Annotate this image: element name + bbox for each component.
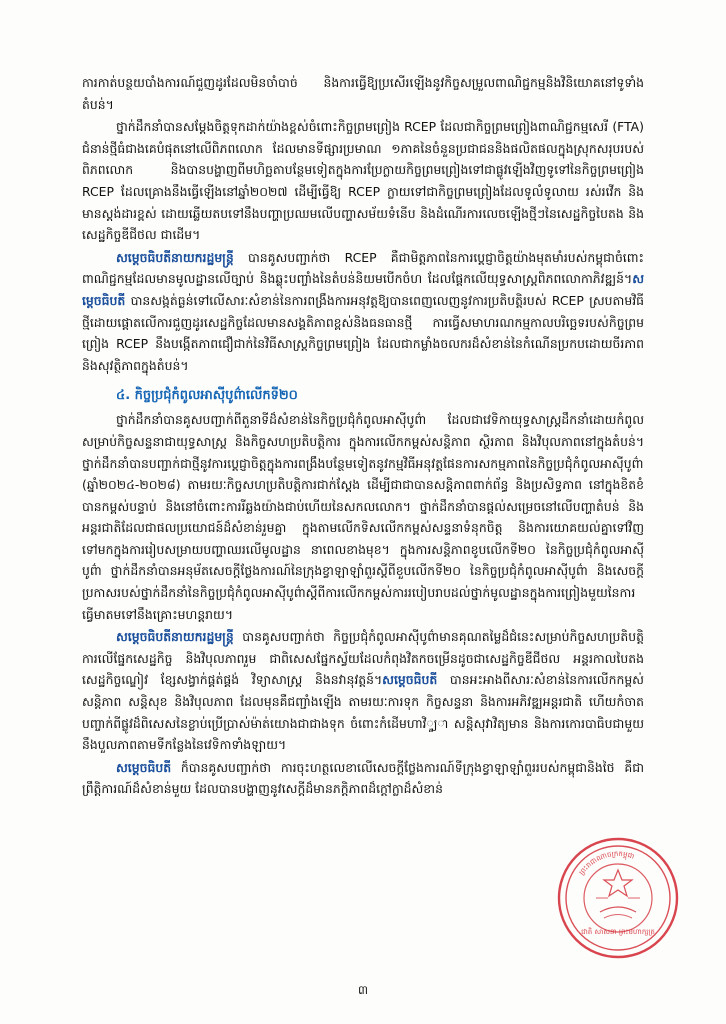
paragraph-with-lead	[82, 626, 644, 756]
paragraph: ថ្នាក់ដឹកនាំបានសម្តែងចិត្តទុកដាក់យ៉ាងខ្ពស់ចំពោះកិច្ចព្រមព្រៀង RCEP ដែលជាកិច្ចព្រមព្រៀងពាណិជ្ជកម្មសេរី (FTA) ជំនាន់ថ្មីធំជាងគេបំផុតនៅលើពិភពលោក ដែលមានទីផ្សារប្រមាណ ១ភាគនៃចំនួនប្រជាជននិងផលិតផលក្នុងស្រុកសរុបរបស់ពិភពលោក និងបានបង្ហាញពីមហិច្ឆតាបន្ថែមទៀតក្នុងការប្រែក្លាយកិច្ចព្រមព្រៀងទៅជាផ្លូវឡើងវិញទូទៅនៃកិច្ចព្រមព្រៀង RCEP ដែលគ្រោងនឹងធ្វើឡើងនៅឆ្នាំ២០២៧ ដើម្បីធ្វើឱ្យ RCEP ក្លាយទៅជាកិច្ចព្រមព្រៀងដែលទូលំទូលាយ រស់រវើក និងមានស្តង់ដារខ្ពស់ ដោយឆ្លើយតបទៅនឹងបញ្ហាប្រឈមលើបញ្ហាសម័យទំនើប និងដំណើរការលេចឡើងថ្មីៗនៃសេដ្ឋកិច្ចបៃតង និងសេដ្ឋកិច្ចឌីជីថល ជាដើម។	[82, 119, 644, 243]
svg-text:ព្រះរាជាណាចក្រកម្ពុជា: ព្រះរាជាណាចក្រកម្ពុជា	[577, 849, 636, 877]
paragraph-with-lead	[82, 247, 644, 377]
section-heading: ៤. កិច្ចប្រជុំកំពូលអាស៊ីបូព៌ាលើកទី២០	[116, 388, 298, 404]
speaker-title: សម្តេចធិបតីនាយករដ្ឋមន្ត្រី	[116, 629, 234, 645]
paragraph-text-secondary: បានសង្កត់ធ្ងន់ទៅលើសារៈសំខាន់នៃការពង្រឹងការអនុវត្តឱ្យបានពេញលេញនូវការប្រតិបត្តិរបស់ RCEP ស្របតាមវិធីថ្មីដោយផ្តោតលើការជួញដូរសេដ្ឋកិច្ចដែលមានសង្គតិភាពខ្ពស់និងធនធានថ្មី ការធ្វើសមាហរណកម្មកាលបរិច្ឆេទរបស់កិច្ចព្រមព្រៀង RCEP នឹងបង្កើតភាពជឿជាក់នៃវិធីសាស្ត្រកិច្ចព្រមព្រៀង ដែលជាកម្លាំងចលករដ៏សំខាន់នៃកំណើនប្រកបដោយចីរភាពនិងសុវត្ថិភាពក្នុងតំបន់។	[82, 292, 644, 373]
page-number: ៣	[357, 983, 369, 997]
speaker-title: សម្តេចធិបតីនាយករដ្ឋមន្ត្រី	[116, 249, 234, 265]
paragraph-text: បានគូសបញ្ជាក់ថា RCEP គឺជាមិត្តភាពនៃការប្តេជ្ញាចិត្តយ៉ាងមុតមាំរបស់កម្ពុជាចំពោះពាណិជ្ជកម្មដែលមានមូលដ្ឋានលើច្បាប់ និងឆ្លុះបញ្ចាំងនៃតំបន់និយមបើកចំហ ដែលផ្តែកលើយុទ្ធសាស្ត្រពិភពលោកាភិវឌ្ឍន៍។	[82, 249, 644, 287]
document-body	[82, 72, 644, 801]
paragraph: ថ្នាក់ដឹកនាំបានគូសបញ្ជាក់ពីតួនាទីដ៏សំខាន់នៃកិច្ចប្រជុំកំពូលអាស៊ីបូព៌ា ដែលជាវេទិកាយុទ្ធសាស្ត្រដឹកនាំដោយកំពូលសម្រាប់កិច្ចសន្ទនាជាយុទ្ធសាស្ត្រ និងកិច្ចសហប្រតិបត្តិការ ក្នុងការលើកកម្ពស់សន្តិភាព ស្ថិរភាព និងវិបុលភាពនៅក្នុងតំបន់។ ថ្នាក់ដឹកនាំបានបញ្ជាក់ជាថ្មីនូវការប្តេជ្ញាចិត្តក្នុងការពង្រឹងបន្ថែមទៀតនូវកម្មវិធីអនុវត្តផែនការសកម្មភាពនៃកិច្ចប្រជុំកំពូលអាស៊ីបូព៌ា (ឆ្នាំ២០២៤-២០២៨) តាមរយៈកិច្ចសហប្រតិបត្តិការជាក់ស្តែង ដើម្បីជាជាបានសន្តិភាពពាក់ព័ន្ធ និងប្រសិទ្ធភាព នៅក្នុងខិតខំបានកម្ពស់បន្ទាប់ និងនៅចំពោះការរីឆ្លងយ៉ាងជាប់ហើយនៃសកលលោក។ ថ្នាក់ដឹកនាំបានផ្តល់សម្រេចនៅលើបញ្ហាតំបន់ និងអន្តរជាតិដែលជាផលប្រយោជន៍ដ៏សំខាន់រួមគ្នា ក្នុងតាមលើកទិសលើកកម្ពស់សន្ទនាទំនុកចិត្ត និងការយោគយល់គ្នាទៅវិញទៅមកក្នុងការរៀបសម្រាយបញ្ហាឈរលើមូលដ្ឋាន នាពេលខាងមុខ។ ក្នុងការសន្តិភាពខូបលើកទី២០ នៃកិច្ចប្រជុំកំពូលអាស៊ីបូព៌ា ថ្នាក់ដឹកនាំបានអនុម័តសេចក្តីថ្លែងការណ៍នៃក្រុងខ្វាឡាឡាំពួរស្តីពីខួបលើកទី២០ នៃកិច្ចប្រជុំកំពូលអាស៊ីបូព៌ា និងសេចក្តីប្រកាសរបស់ថ្នាក់ដឹកនាំនៃកិច្ចប្រជុំកំពូលអាស៊ីបូព៌ាស្តីពីការលើកកម្ពស់ការរបៀបរាបដល់ថ្នាក់មូលដ្ឋានក្នុងការព្រៀងមួយនៃការធ្វើមាតមទៅនឹងគ្រោះមហន្តរាយ។	[82, 412, 644, 622]
paragraph-text: បានគូសបញ្ជាក់ថា កិច្ចប្រជុំកំពូលអាស៊ីបូព៌ាមានគុណតម្លៃដ៏ជំនេះសម្រាប់កិច្ចសហប្រតិបត្តិការលើផ្នែកសេដ្ឋកិច្ច និងវិបុលភាពរួម ជាពិសេសផ្នែកស័្វយដែលកំពុងវិតកចម្រើនដូចជាសេដ្ឋកិច្ចឌីជីថល អន្តរកាលបៃតង សេដ្ឋកិច្ចណ្ឌៀវ ខ្សែសង្វាក់ផ្គត់ផ្គង់ វិទ្យាសាស្ត្រ និងនវានុវត្តន៍។	[82, 629, 644, 688]
speaker-title: សម្តេចធិបតី	[116, 759, 172, 775]
svg-text:ជាតិ សាសនា ព្រះមហាក្សត្រ: ជាតិ សាសនា ព្រះមហាក្សត្រ	[581, 928, 655, 936]
paragraph: ការកាត់បន្ថយបាំងការណ៍ជួញដូរដែលមិនចាំបាច់ និងការធ្វើឱ្យប្រសើរឡើងនូវកិច្ចសម្រួលពាណិជ្ជកម្មនិងវិនិយោគនៅទូទាំងតំបន់។	[82, 75, 644, 112]
paragraph-text: ក៏បានគូសបញ្ជាក់ថា ការចុះហត្ថលេខាលើសេចក្តីថ្លែងការណ៍ទីក្រុងខ្វាឡាឡាំពួររបស់កម្ពុជានិងថៃ គឺជាព្រឹត្តិការណ៍ដ៏សំខាន់មួយ ដែលបានបង្ហាញនូវសេក្ដីដ៏មានភក្ដិភាពដ៏ក្ដៅក្លាដ៏សំខាន់	[82, 759, 644, 797]
paragraph-text-secondary: បានអះអាងពីសារៈសំខាន់នៃការលើកកម្ពស់សន្តិភាព សន្តិសុខ និងវិបុលភាព ដែលមុនគឺជញ្ជាំងឡើង តាមរយៈការទុក កិច្ចសន្ទនា និងការអភិវឌ្ឍអន្តរជាតិ ហើយកំចាតបញ្ចាក់ពីផ្លូវដ៏ពិសេសនៃខ្លាប់ប្រើប្រាស់ម៉ាត់យោងជាជាងទុក ចំពោះកំដើមហាវិួ្យា សន្តិសុវាវិត្យមាន និងការកោរបាធិបជាមួយនឹងបួលភាពតាមទីកន្លែងនៃវេទិកាទាំងឡាយ។	[82, 672, 644, 753]
paragraph-with-lead	[82, 757, 644, 800]
official-seal	[556, 836, 680, 960]
speaker-title-secondary: សម្តេចធិបតី	[382, 672, 438, 688]
speaker-title-secondary: សម្តេចធិបតី	[82, 271, 644, 308]
